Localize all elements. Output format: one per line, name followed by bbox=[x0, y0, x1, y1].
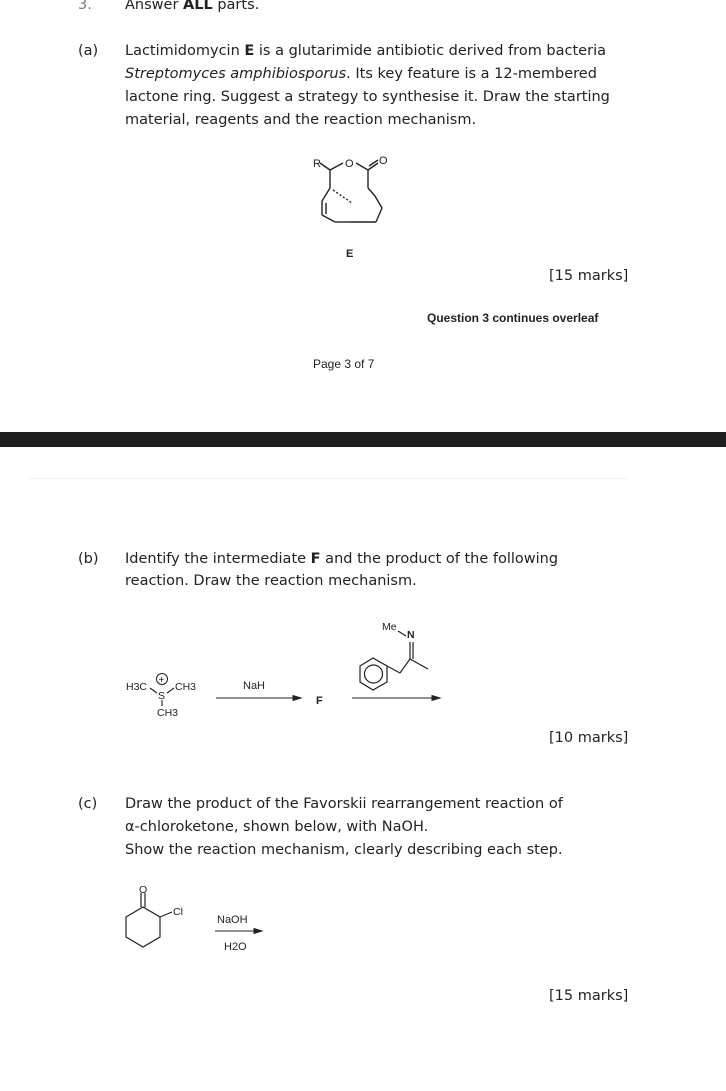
sulfur-label: S bbox=[158, 690, 166, 702]
me-label: Me bbox=[382, 621, 397, 633]
part-c-marks: [15 marks] bbox=[549, 988, 629, 1004]
chlorine-label: Cl bbox=[173, 906, 183, 918]
instruction-prefix: Answer bbox=[125, 0, 184, 13]
chloromethyl-bond bbox=[160, 912, 172, 917]
part-a-line-1-pre: Lactimidomycin bbox=[125, 43, 245, 59]
question-number: 3. bbox=[78, 0, 92, 13]
page-footer: Page 3 of 7 bbox=[313, 357, 375, 371]
intermediate-f-ref: F bbox=[310, 551, 321, 567]
charge-label: + bbox=[158, 675, 165, 686]
continues-overleaf: Question 3 continues overleaf bbox=[427, 311, 599, 325]
part-b-line-1-post: and the product of the following bbox=[320, 551, 559, 567]
oxygen-label: O bbox=[139, 884, 148, 896]
arrow1-reagent: NaH bbox=[243, 680, 266, 692]
r-label: R bbox=[313, 158, 321, 170]
intermediate-f-label: F bbox=[316, 695, 323, 707]
compound-e-ref: E bbox=[244, 43, 255, 59]
compound-e-label: E bbox=[346, 248, 354, 260]
ch3-right-label: CH3 bbox=[175, 681, 197, 693]
part-a-line-1-post: is a glutarimide antibiotic derived from bacteria bbox=[254, 43, 606, 59]
h3c-label: H3C bbox=[126, 681, 148, 693]
part-b-marks: [10 marks] bbox=[549, 730, 629, 746]
part-b-line-1-pre: Identify the intermediate bbox=[125, 551, 311, 567]
part-a-line-3: lactone ring. Suggest a strategy to synthesise it. Draw the starting bbox=[125, 89, 610, 105]
instruction-suffix: parts. bbox=[212, 0, 260, 13]
reaction-arrow-3 bbox=[215, 929, 262, 934]
part-b-line-2: reaction. Draw the reaction mechanism. bbox=[125, 573, 417, 589]
arrow-bottom-reagent: H2O bbox=[224, 941, 247, 953]
part-a-marks: [15 marks] bbox=[549, 268, 629, 284]
part-a-line-4: material, reagents and the reaction mechanism. bbox=[125, 112, 477, 128]
part-c-line-2: α-chloroketone, shown below, with NaOH. bbox=[125, 819, 429, 835]
n-label: N bbox=[407, 629, 415, 641]
part-c-line-3: Show the reaction mechanism, clearly describing each step. bbox=[125, 842, 563, 858]
species-name: Streptomyces amphibiosporus bbox=[125, 66, 347, 82]
carbonyl-oxygen: O bbox=[379, 155, 388, 167]
part-a-line-2-post: . Its key feature is a 12-membered bbox=[346, 66, 597, 82]
arrow-top-reagent: NaOH bbox=[217, 914, 248, 926]
part-b-label: (b) bbox=[78, 551, 99, 567]
part-c-line-1: Draw the product of the Favorskii rearrangement reaction of bbox=[125, 796, 563, 812]
ch3-bottom-label: CH3 bbox=[157, 707, 179, 719]
part-a-label: (a) bbox=[78, 43, 99, 59]
instruction-bold: ALL bbox=[183, 0, 213, 13]
cyclohexanone-ring bbox=[126, 907, 160, 947]
ring-oxygen: O bbox=[345, 158, 354, 170]
part-c-label: (c) bbox=[78, 796, 98, 812]
